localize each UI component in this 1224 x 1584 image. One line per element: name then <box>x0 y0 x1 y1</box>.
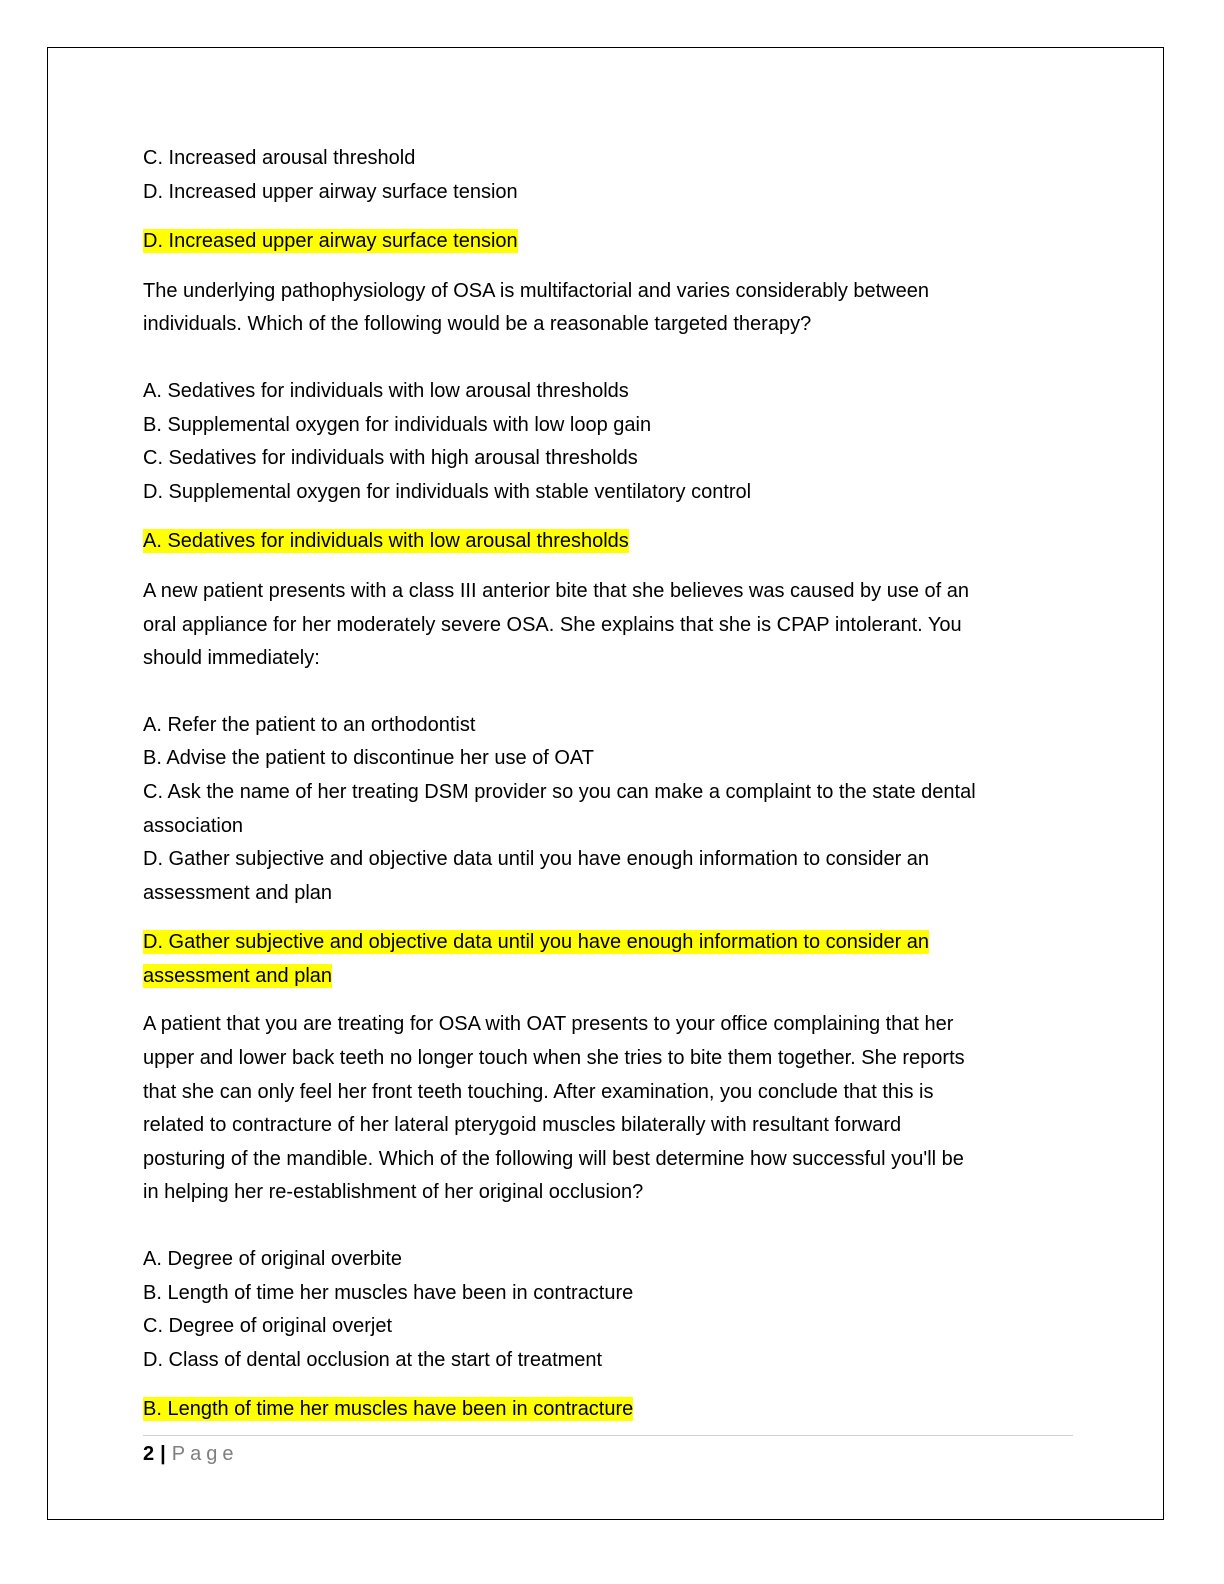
q1-option-d: D. Increased upper airway surface tension <box>143 180 518 203</box>
page-label: Page <box>171 1443 239 1465</box>
q4-option-d: D. Class of dental occlusion at the start of treatment <box>143 1348 603 1371</box>
q4-question-line: in helping her re-establishment of her original occlusion? <box>143 1181 644 1204</box>
q3-option-c-cont: association <box>143 814 244 837</box>
q3-option-d-cont: assessment and plan <box>143 881 333 904</box>
q4-option-c: C. Degree of original overjet <box>143 1315 393 1338</box>
q2-question-line: The underlying pathophysiology of OSA is multifactorial and varies considerably between <box>143 279 929 302</box>
q3-option-a: A. Refer the patient to an orthodontist <box>143 713 476 736</box>
q4-answer: B. Length of time her muscles have been in contracture <box>143 1398 634 1421</box>
q2-question-line: individuals. Which of the following would be a reasonable targeted therapy? <box>143 313 812 336</box>
q4-question-line: posturing of the mandible. Which of the following will best determine how successful you'll be <box>143 1147 964 1170</box>
q4-question-line: upper and lower back teeth no longer touch when she tries to bite them together. She reports <box>143 1047 965 1070</box>
q3-option-c: C. Ask the name of her treating DSM provider so you can make a complaint to the state dental <box>143 780 976 803</box>
q4-option-b: B. Length of time her muscles have been in contracture <box>143 1281 634 1304</box>
q3-answer-line: D. Gather subjective and objective data until you have enough information to consider an <box>143 931 930 954</box>
footer-separator: | <box>160 1443 166 1465</box>
page-footer <box>143 1440 238 1468</box>
q3-question-line: oral appliance for her moderately severe OSA. She explains that she is CPAP intolerant. You <box>143 613 962 636</box>
q2-answer: A. Sedatives for individuals with low arousal thresholds <box>143 530 629 553</box>
q3-question-line: should immediately: <box>143 647 320 670</box>
q2-option-b: B. Supplemental oxygen for individuals with low loop gain <box>143 413 652 436</box>
q4-question-line: A patient that you are treating for OSA with OAT presents to your office complaining that her <box>143 1013 954 1036</box>
q4-option-a: A. Degree of original overbite <box>143 1248 403 1271</box>
q2-option-d: D. Supplemental oxygen for individuals with stable ventilatory control <box>143 480 752 503</box>
page-content <box>143 142 1063 1427</box>
q3-option-d: D. Gather subjective and objective data until you have enough information to consider an <box>143 848 930 871</box>
q1-answer: D. Increased upper airway surface tension <box>143 230 518 253</box>
q3-question-line: A new patient presents with a class III anterior bite that she believes was caused by use of an <box>143 579 970 602</box>
q4-question-line: that she can only feel her front teeth touching. After examination, you conclude that this is <box>143 1080 934 1103</box>
footer-rule <box>143 1435 1073 1436</box>
page-number: 2 <box>143 1443 155 1465</box>
q2-option-a: A. Sedatives for individuals with low arousal thresholds <box>143 379 629 402</box>
q4-question-line: related to contracture of her lateral pterygoid muscles bilaterally with resultant forward <box>143 1114 902 1137</box>
q3-option-b: B. Advise the patient to discontinue her use of OAT <box>143 747 595 770</box>
q3-answer-line: assessment and plan <box>143 964 333 987</box>
q2-option-c: C. Sedatives for individuals with high arousal thresholds <box>143 447 638 470</box>
q1-option-c: C. Increased arousal threshold <box>143 147 416 169</box>
